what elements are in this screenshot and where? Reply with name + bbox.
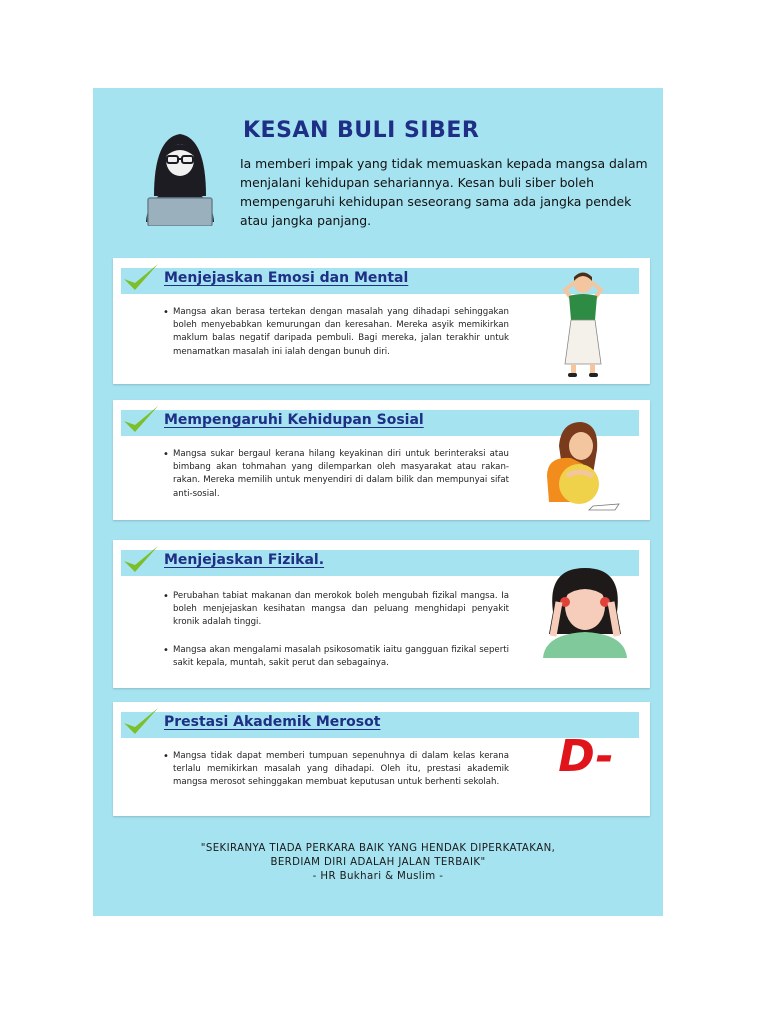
check-icon: [121, 403, 161, 437]
infographic-poster: [93, 88, 663, 916]
bullet-item: • Mangsa akan berasa tertekan dengan masalah yang dihadapi sehinggakan boleh menyebabkan kemurungan dan keresahan. Mereka asyik memikirkan maklum balas negatif daripada pembuli. Bagi mereka, jalan terakhir untuk menamatkan masalah ini ialah dengan bunuh diri.: [163, 306, 509, 359]
quote-source: - HR Bukhari & Muslim -: [312, 871, 444, 882]
section-card-emosi: [113, 258, 650, 384]
sad-person-icon: [537, 416, 623, 512]
quote-line-1: "SEKIRANYA TIADA PERKARA BAIK YANG HENDAK DIPERKATAKAN,: [200, 843, 556, 854]
page-title: KESAN BULI SIBER: [243, 118, 480, 143]
stressed-person-icon: [553, 268, 613, 380]
section-title: Menjejaskan Emosi dan Mental: [164, 270, 409, 286]
section-bullets: [163, 590, 509, 679]
section-bullets: [163, 448, 509, 510]
section-bullets: [163, 306, 509, 368]
section-card-fizikal: [113, 540, 650, 688]
bullet-item: • Perubahan tabiat makanan dan merokok boleh mengubah fizikal mangsa. Ia boleh menjejaskan kesihatan mangsa dan peluang menghidapi penyakit kronik adalah tinggi.: [163, 590, 509, 630]
check-icon: [121, 705, 161, 739]
hadith-quote: [93, 842, 663, 884]
bullet-item: • Mangsa akan mengalami masalah psikosomatik iaitu gangguan fizikal seperti sakit kepala, muntah, sakit perut dan sebagainya.: [163, 644, 509, 670]
check-icon: [121, 261, 161, 295]
headache-person-icon: [537, 562, 631, 658]
hacker-icon: [140, 126, 220, 226]
section-bullets: [163, 750, 509, 799]
quote-line-2: BERDIAM DIRI ADALAH JALAN TERBAIK": [270, 857, 486, 868]
section-title: Menjejaskan Fizikal.: [164, 552, 325, 568]
section-card-sosial: [113, 400, 650, 520]
bullet-item: • Mangsa sukar bergaul kerana hilang keyakinan diri untuk berinteraksi atau bimbang akan tohmahan yang dilemparkan oleh masyarakat atau rakan-rakan. Mereka memilih untuk menyendiri di dalam bilik dan mempunyai sifat anti-sosial.: [163, 448, 509, 501]
bullet-item: • Mangsa tidak dapat memberi tumpuan sepenuhnya di dalam kelas kerana terlalu memikirkan masalah yang dihadapi. Oleh itu, prestasi akademik mangsa merosot sehinggakan membuat keputusan untuk berhenti sekolah.: [163, 750, 509, 790]
intro-text: Ia memberi impak yang tidak memuaskan kepada mangsa dalam menjalani kehidupan sehariannya. Kesan buli siber boleh mempengaruhi kehidupan seseorang sama ada jangka pendek atau jangka panjang.: [240, 156, 648, 228]
section-title: Mempengaruhi Kehidupan Sosial: [164, 412, 424, 428]
grade-d-minus: D-: [558, 731, 614, 782]
section-card-akademik: [113, 702, 650, 816]
section-title: Prestasi Akademik Merosot: [164, 714, 381, 730]
check-icon: [121, 543, 161, 577]
